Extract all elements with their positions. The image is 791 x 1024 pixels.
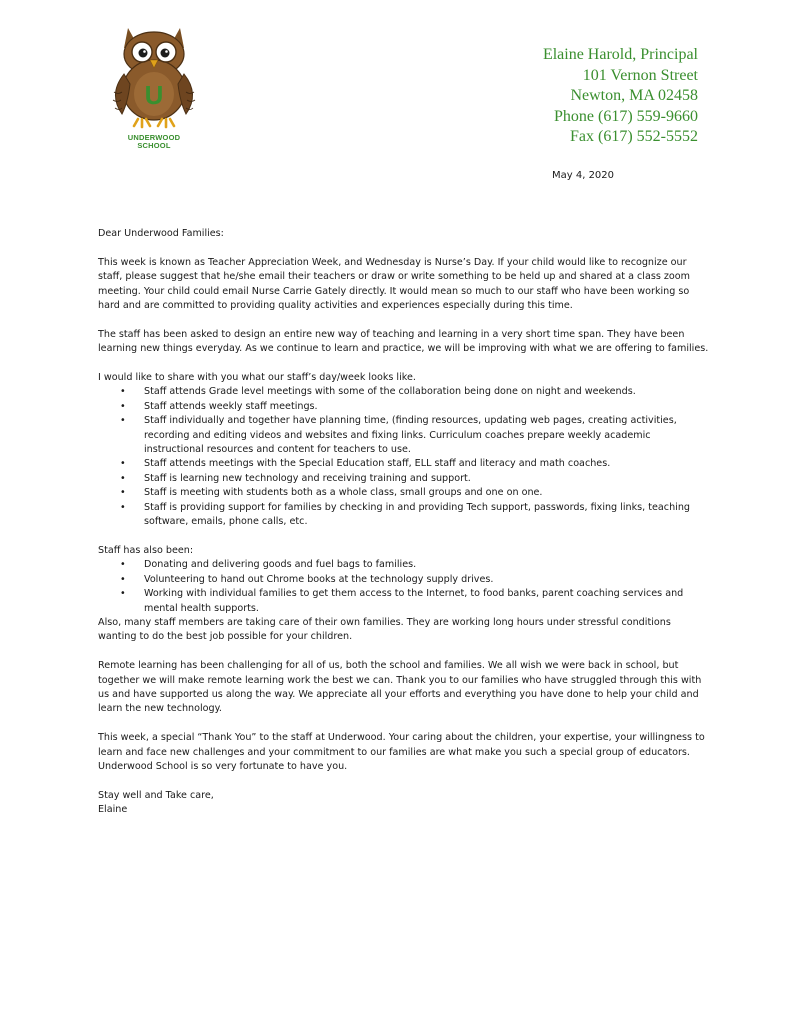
list-item: • Working with individual families to get them access to the Internet, to food banks, parent coaching services and mental health supports. bbox=[120, 588, 684, 614]
letter-date: May 4, 2020 bbox=[552, 170, 615, 181]
paragraph-new-teaching: The staff has been asked to design an entire new way of teaching and learning in a very short time span. They have been learning new things everyday. As we continue to learn and practice, we will be improving with what we are offering to families. bbox=[98, 328, 709, 355]
school-logo bbox=[104, 22, 204, 148]
list-item: • Volunteering to hand out Chrome books at the technology supply drives. bbox=[120, 573, 494, 585]
fax-number: Fax (617) 552-5552 bbox=[570, 128, 698, 146]
staff-also-intro: Staff has also been: bbox=[98, 544, 194, 556]
list-item: • Staff is learning new technology and receiving training and support. bbox=[120, 472, 471, 484]
greeting: Dear Underwood Families: bbox=[98, 228, 224, 239]
paragraph-remote-learning: Remote learning has been challenging for all of us, both the school and families. We all wish we were back in school, but together we will make remote learning work the best we can. Thank you to our families who have struggled through this with us and have supported us along the way. We appreciate all your efforts and everything you have done to help your child and learn the new technology. bbox=[98, 660, 702, 715]
list-item: • Staff individually and together have planning time, (finding resources, updating web pages, creating activities, recording and editing videos and websites and fixing links. Curriculum coaches prepare weekly academic instructional resources and content for teachers to use. bbox=[120, 415, 677, 456]
logo-letter: U bbox=[144, 80, 164, 110]
paragraph-appreciation-week: This week is known as Teacher Appreciation Week, and Wednesday is Nurse’s Day. If your child would like to recognize our staff, please suggest that he/she email their teachers or draw or write something to be held up and shared at a class zoom meeting. Your child could email Nurse Carrie Gately directly. It would mean so much to our staff who have been working so hard and are committed to providing quality activities and experiences especially during this time. bbox=[98, 256, 691, 312]
staff-day-list bbox=[98, 385, 710, 529]
list-item: • Donating and delivering goods and fuel bags to families. bbox=[120, 559, 417, 571]
letterhead bbox=[543, 45, 698, 148]
city-state-zip: Newton, MA 02458 bbox=[570, 87, 698, 105]
list-item: • Staff is providing support for families by checking in and providing Tech support, passwords, fixing links, teaching software, emails, phone calls, etc. bbox=[120, 501, 690, 528]
signature: Elaine bbox=[98, 804, 128, 816]
paragraph-thank-you: This week, a special “Thank You” to the staff at Underwood. Your caring about the children, your expertise, your willingness to learn and face new challenges and your commitment to our families are what make you such a special group of educators. Underwood School is so very fortunate to have you. bbox=[98, 732, 705, 772]
logo-text-line1: UNDERWOOD bbox=[127, 133, 181, 142]
list-item: • Staff attends Grade level meetings with some of the collaboration being done on night and weekends. bbox=[120, 386, 636, 398]
letter-body bbox=[98, 227, 710, 818]
paragraph-own-families: Also, many staff members are taking care of their own families. They are working long hours under stressful conditions wanting to do the best job possible for your children. bbox=[98, 616, 671, 643]
principal-name: Elaine Harold, Principal bbox=[542, 46, 698, 63]
list-item: • Staff attends meetings with the Special Education staff, ELL staff and literacy and math coaches. bbox=[120, 458, 611, 470]
closing: Stay well and Take care, bbox=[98, 789, 214, 801]
list-item: • Staff attends weekly staff meetings. bbox=[120, 400, 318, 412]
phone-number: Phone (617) 559-9660 bbox=[554, 107, 698, 125]
logo-text-line2: SCHOOL bbox=[137, 141, 171, 150]
street-address: 101 Vernon Street bbox=[582, 66, 698, 84]
staff-day-intro: I would like to share with you what our staff’s day/week looks like. bbox=[98, 372, 416, 384]
list-item: • Staff is meeting with students both as a whole class, small groups and one on one. bbox=[120, 487, 543, 499]
owl-icon bbox=[104, 22, 204, 132]
staff-also-list bbox=[98, 558, 710, 616]
